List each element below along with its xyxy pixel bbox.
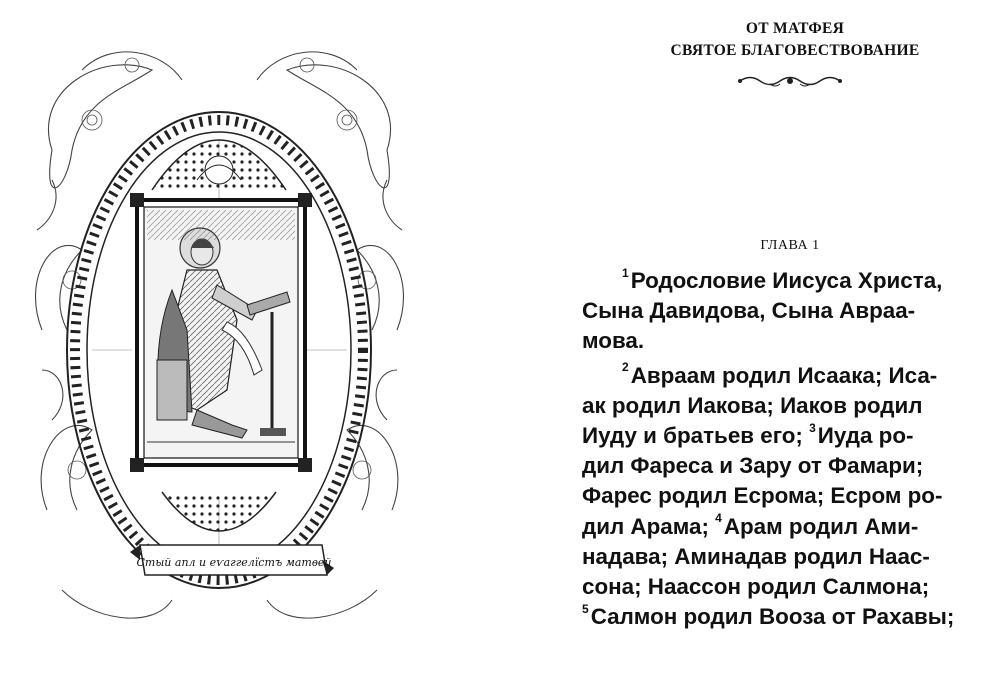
text-line: дил Арама; $^4$Арам родил Ами- <box>582 511 919 539</box>
caption-banner <box>130 545 334 575</box>
verse-number: 1 <box>622 265 629 280</box>
verse-number: 4 <box>715 511 722 526</box>
text-line: $^2$Авраам родил Исаака; Иса- <box>622 360 938 388</box>
text-line: надава; Аминадав родил Наас- <box>582 543 930 569</box>
verse-number: 2 <box>622 360 629 375</box>
evangelist-illustration <box>22 30 417 650</box>
text-line: Фарес родил Есрома; Есром ро- <box>582 483 943 509</box>
header-line-2: СВЯТОЕ БЛАГОВЕСТВОВАНИЕ <box>670 42 920 59</box>
text-line: Сына Давидова, Сына Авраа- <box>582 298 916 324</box>
text-line: дил Фареса и Зару от Фамари; <box>582 453 924 479</box>
header-line-1: ОТ МАТФЕЯ <box>745 20 845 37</box>
banner-caption: Стый апл и еѵаггелїстъ матѳей <box>136 556 332 569</box>
verse-number: 3 <box>809 420 816 435</box>
text-line: $^5$Салмон родил Вооза от Рахавы; <box>582 601 955 630</box>
scripture-text <box>582 266 992 632</box>
header-ornament-icon <box>730 72 850 90</box>
text-line: $^1$Родословие Иисуса Христа, <box>622 265 943 293</box>
text-page <box>560 0 1000 680</box>
text-line: Иуду и братьев его; $^3$Иуда ро- <box>582 420 914 449</box>
text-line: сона; Наассон родил Салмона; <box>582 574 930 600</box>
text-line: ак родил Иакова; Иаков родил <box>582 392 923 418</box>
book-header <box>600 18 990 62</box>
verse-number: 5 <box>582 601 589 616</box>
text-line: мова. <box>582 328 645 354</box>
chapter-heading: ГЛАВА 1 <box>760 238 820 253</box>
